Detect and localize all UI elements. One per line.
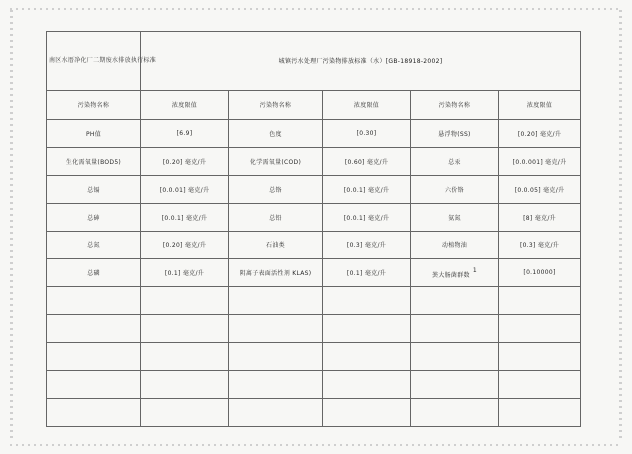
limit-value-cell <box>499 231 581 259</box>
limit-value-cell <box>141 259 229 287</box>
limit-value-cell <box>499 259 581 287</box>
empty-cell <box>411 398 499 426</box>
empty-row <box>47 371 581 399</box>
pollutant-name-cell <box>411 203 499 231</box>
table-row <box>47 259 581 287</box>
pollutant-name-cell <box>229 147 323 175</box>
limit-value: [0.10000] <box>523 269 556 277</box>
empty-row <box>47 398 581 426</box>
empty-cell <box>323 371 411 399</box>
table-row <box>47 231 581 259</box>
pollutant-name: 化学需氧量(COD) <box>249 158 302 166</box>
empty-cell <box>411 371 499 399</box>
limit-value: [0.20] 毫克/升 <box>517 130 562 138</box>
pollutant-name-cell <box>411 175 499 203</box>
pollutant-name: 总铬 <box>269 186 282 194</box>
limit-value-cell <box>323 203 411 231</box>
empty-row <box>47 287 581 315</box>
limit-value-cell <box>499 147 581 175</box>
column-header: 污染物名称 <box>47 90 141 119</box>
empty-cell <box>323 398 411 426</box>
pollutant-name: 六价铬 <box>445 186 464 194</box>
table-row <box>47 203 581 231</box>
pollutant-name-cell <box>47 231 141 259</box>
pollutant-name-cell <box>411 259 499 287</box>
perforation-top <box>10 8 622 10</box>
column-header: 污染物名称 <box>411 90 499 119</box>
limit-value-cell <box>323 147 411 175</box>
pollutant-name-cell <box>47 259 141 287</box>
limit-value: [8] 毫克/升 <box>523 214 556 222</box>
empty-cell <box>499 343 581 371</box>
limit-value: [0.1] 毫克/升 <box>346 270 387 278</box>
limit-value: [0.3] 毫克/升 <box>519 242 560 250</box>
empty-row <box>47 315 581 343</box>
pollutant-name-cell <box>229 231 323 259</box>
column-header: 浓度限值 <box>323 90 411 119</box>
limit-value: [0.20] 毫克/升 <box>162 242 207 250</box>
pollutant-name: 总铅 <box>269 214 282 222</box>
standards-table <box>46 31 581 427</box>
empty-cell <box>323 287 411 315</box>
limit-value-cell <box>323 259 411 287</box>
pollutant-name: 石油类 <box>266 242 285 250</box>
empty-row <box>47 343 581 371</box>
empty-cell <box>47 343 141 371</box>
limit-value: [0.0.01] 毫克/升 <box>159 186 210 194</box>
pollutant-name: 总镉 <box>87 186 100 194</box>
limit-value: [0.0.1] 毫克/升 <box>343 186 390 194</box>
limit-value-cell <box>323 231 411 259</box>
pollutant-name: 粪大肠菌群数 <box>432 271 470 279</box>
limit-value-cell <box>141 175 229 203</box>
pollutant-name-cell <box>47 119 141 147</box>
empty-cell <box>411 287 499 315</box>
empty-cell <box>411 315 499 343</box>
standard-title: 城镇污水处理厂污染物排放标准（水）[GB-18918-2002] <box>141 32 581 91</box>
pollutant-name-cell <box>229 119 323 147</box>
limit-value-cell <box>141 203 229 231</box>
pollutant-name: 总汞 <box>448 158 461 166</box>
pollutant-name-cell <box>411 231 499 259</box>
empty-cell <box>499 287 581 315</box>
pollutant-name: 总氮 <box>87 242 100 250</box>
pollutant-name-cell <box>229 203 323 231</box>
pollutant-name: 总磷 <box>87 270 100 278</box>
empty-cell <box>47 398 141 426</box>
pollutant-name: 总砷 <box>87 214 100 222</box>
limit-value: [0.0.001] 毫克/升 <box>512 158 567 166</box>
empty-cell <box>47 287 141 315</box>
pollutant-name: 生化需氧量(BOD5) <box>65 158 122 166</box>
pollutant-name-cell <box>411 119 499 147</box>
limit-value: [0.20] 毫克/升 <box>162 158 207 166</box>
limit-value: [0.1] 毫克/升 <box>164 270 205 278</box>
empty-cell <box>47 371 141 399</box>
limit-value: [0.0.05] 毫克/升 <box>514 186 565 194</box>
pollutant-name: 阴离子表面活性剂 KLAS) <box>239 270 312 278</box>
empty-cell <box>411 343 499 371</box>
footnote-mark: 1 <box>472 266 477 274</box>
column-header-row <box>47 90 581 119</box>
empty-cell <box>141 287 229 315</box>
limit-value: [0.0.1] 毫克/升 <box>343 214 390 222</box>
empty-cell <box>141 343 229 371</box>
empty-cell <box>229 343 323 371</box>
limit-value: [6.9] <box>176 129 193 137</box>
pollutant-name-cell <box>229 259 323 287</box>
limit-value-cell <box>499 175 581 203</box>
perforation-bottom <box>10 444 622 446</box>
table-row <box>47 175 581 203</box>
limit-value: [0.30] <box>356 129 377 137</box>
column-header: 污染物名称 <box>229 90 323 119</box>
perforation-right <box>619 10 622 440</box>
limit-value-cell <box>141 119 229 147</box>
column-header: 浓度限值 <box>141 90 229 119</box>
pollutant-name-cell <box>47 175 141 203</box>
limit-value: [0.0.1] 毫克/升 <box>161 214 208 222</box>
pollutant-name-cell <box>411 147 499 175</box>
pollutant-name-cell <box>229 175 323 203</box>
table-row <box>47 147 581 175</box>
empty-cell <box>229 287 323 315</box>
empty-cell <box>499 371 581 399</box>
empty-cell <box>229 315 323 343</box>
limit-value: [0.3] 毫克/升 <box>346 242 387 250</box>
limit-value-cell <box>323 175 411 203</box>
pollutant-name: 色度 <box>269 130 282 138</box>
empty-cell <box>141 371 229 399</box>
empty-cell <box>229 371 323 399</box>
table-row <box>47 119 581 147</box>
empty-cell <box>499 398 581 426</box>
empty-cell <box>499 315 581 343</box>
empty-cell <box>141 398 229 426</box>
limit-value-cell <box>323 119 411 147</box>
perforation-left <box>10 10 13 440</box>
column-header: 浓度限值 <box>499 90 581 119</box>
scope-label: 南区水厝净化厂二期废水排放执行标准 <box>47 32 141 91</box>
empty-cell <box>141 315 229 343</box>
limit-value-cell <box>499 119 581 147</box>
limit-value-cell <box>141 231 229 259</box>
empty-cell <box>323 315 411 343</box>
pollutant-name: 悬浮物(SS) <box>438 130 471 138</box>
header-row <box>47 32 581 91</box>
limit-value-cell <box>499 203 581 231</box>
empty-cell <box>47 315 141 343</box>
empty-cell <box>229 398 323 426</box>
pollutant-name: 动植物油 <box>441 242 468 250</box>
pollutant-name: PH值 <box>85 130 102 138</box>
pollutant-name-cell <box>47 203 141 231</box>
pollutant-name: 氨氮 <box>448 214 461 222</box>
limit-value-cell <box>141 147 229 175</box>
limit-value: [0.60] 毫克/升 <box>344 158 389 166</box>
empty-cell <box>323 343 411 371</box>
pollutant-name-cell <box>47 147 141 175</box>
